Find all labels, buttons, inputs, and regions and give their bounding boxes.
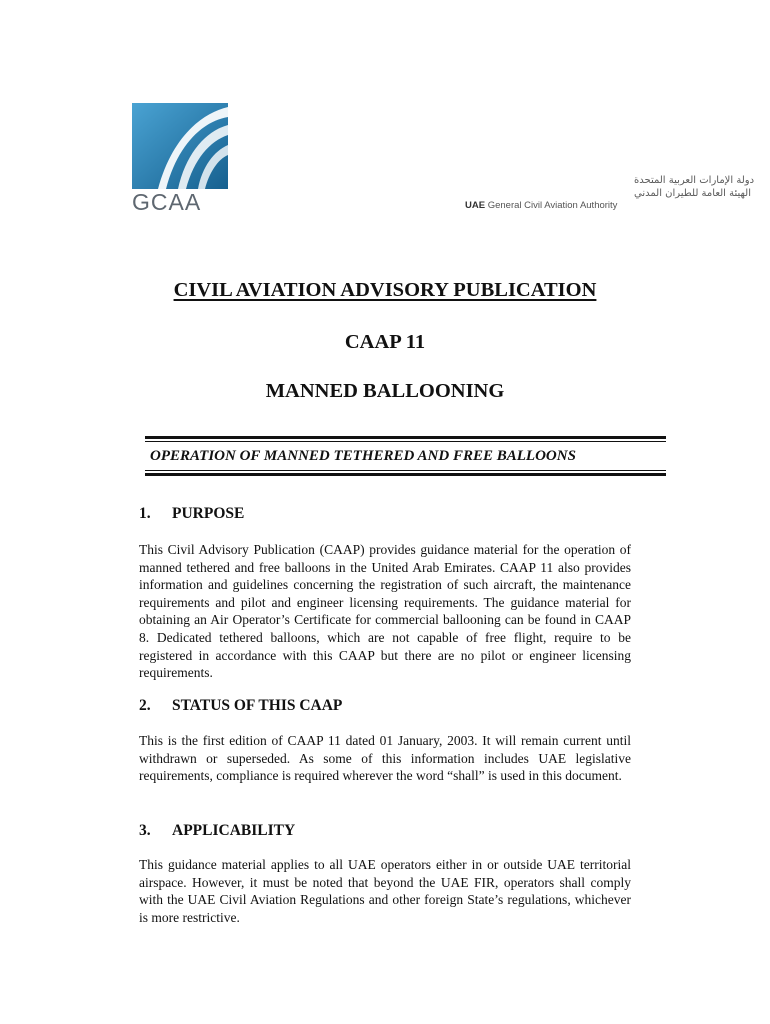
authority-name [465, 200, 617, 211]
arabic-lettering [465, 172, 755, 199]
section-3-body: This guidance material applies to all UAE operators either in or outside UAE territorial airspace. However, it must be noted that beyond the UAE FIR, operators shall comply with the UAE Civil Aviation Regulations and other foreign State’s regulations, whichever is more restrictive. [139, 857, 631, 925]
document-title: CIVIL AVIATION ADVISORY PUBLICATION [173, 279, 597, 301]
section-2-number: 2. [139, 697, 151, 714]
document-code: CAAP 11 [344, 331, 426, 353]
arabic-line-2: الهيئة العامة للطيران المدني [634, 188, 751, 199]
section-3-number: 3. [139, 822, 151, 839]
section-1-title: PURPOSE [172, 505, 245, 522]
section-2-body: This is the first edition of CAAP 11 dated 01 January, 2003. It will remain current until withdrawn or superseded. As some of this information includes UAE legislative requirements, compliance is required wherever the word “shall” is used in this document. [139, 733, 631, 784]
section-3-title: APPLICABILITY [172, 822, 296, 839]
section-1-number: 1. [139, 505, 151, 522]
authority-prefix: UAE [465, 200, 486, 211]
rule-top-thick [145, 436, 666, 439]
arabic-line-1: دولة الإمارات العربية المتحدة [634, 175, 755, 186]
rule-top-thin [145, 441, 666, 442]
section-2-title: STATUS OF THIS CAAP [172, 697, 343, 714]
rule-bottom-thick [145, 473, 666, 476]
document-subtitle: OPERATION OF MANNED TETHERED AND FREE BALLOONS [150, 448, 576, 464]
rule-bottom-thin [145, 470, 666, 471]
gcaa-logo-text: GCAA [132, 189, 202, 215]
gcaa-swoosh-emblem [132, 103, 228, 189]
authority-name-rest: General Civil Aviation Authority [487, 200, 618, 211]
section-1-body: This Civil Advisory Publication (CAAP) provides guidance material for the operation of manned tethered and free balloons in the United Arab Emirates. CAAP 11 also provides information and guidelines concerning the registration of such aircraft, the maintenance requirements and pilot and engineer licensing requirements. The guidance material for obtaining an Air Operator’s Certificate for commercial ballooning can be found in CAAP 8. Dedicated tethered balloons, which are not capable of free flight, require to be registered in accordance with this CAAP but there are no pilot or engineer licensing requirements. [139, 542, 631, 681]
document-topic: MANNED BALLOONING [265, 380, 505, 402]
